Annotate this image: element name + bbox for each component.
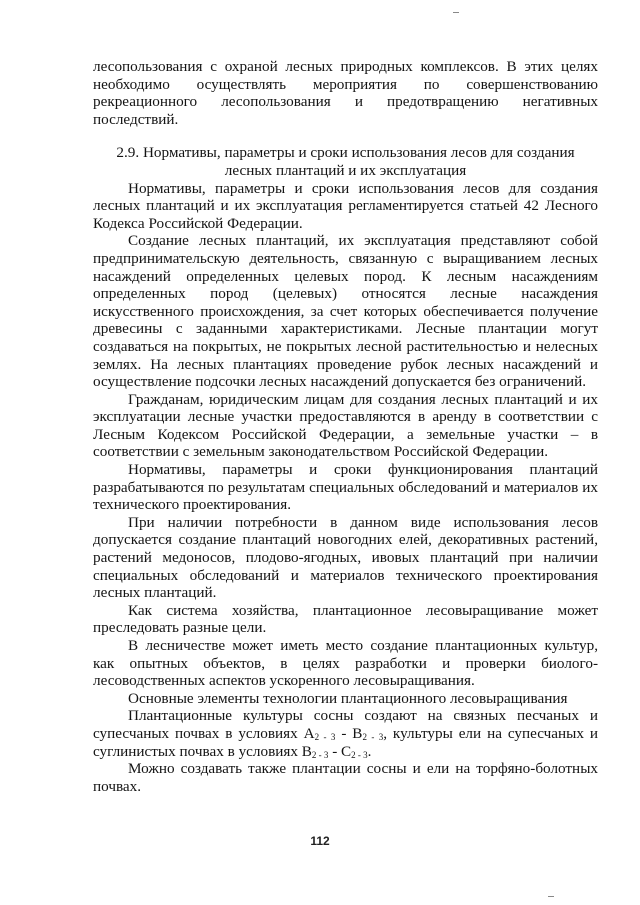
scan-speck	[453, 12, 459, 13]
pine-text-5: .	[367, 742, 372, 760]
page-body	[93, 58, 598, 795]
pine-text-2: - В	[335, 724, 363, 742]
paragraph: При наличии потребности в данном виде использования лесов допускается создание плантаций новогодних елей, декоративных растений, растений медоносов, плодово-ягодных, ивовых плантаций при наличии специальных обследований и материалов технического проектирования лесных плантаций.	[93, 513, 598, 602]
subscript: 2 - 3	[351, 749, 368, 760]
section-gap	[93, 128, 598, 144]
section-heading	[93, 144, 598, 179]
pine-text-4: - С	[328, 742, 352, 760]
paragraph: Гражданам, юридическим лицам для создания лесных плантаций и их эксплуатации лесные участки предоставляются в аренду в соответствии с Лесным Кодексом Российской Федерации, а земельные участки – в соответствии с земельным законодательством Российской Федерации.	[93, 390, 598, 461]
paragraph: В лесничестве может иметь место создание плантационных культур, как опытных объектов, в целях разработки и проверки биолого-лесоводственных аспектов ускоренного лесовыращивания.	[93, 637, 598, 690]
section-title-line2: лесных плантаций и их эксплуатация	[224, 161, 467, 179]
subheading-paragraph: Основные элементы технологии плантационного лесовыращивания	[128, 689, 568, 707]
subscript: 2 - 3	[314, 731, 336, 742]
pine-paragraph	[93, 707, 598, 760]
subscript: 2 - 3	[362, 731, 384, 742]
section-title-line1: Нормативы, параметры и сроки использования лесов для создания	[142, 144, 575, 162]
paragraph: Нормативы, параметры и сроки функционирования плантаций разрабатываются по результатам специальных обследований и материалов их технического проектирования.	[93, 461, 598, 514]
pine-text-1: Плантационные культуры сосны создают на связных песчаных и супесчаных почвах в условиях А	[93, 707, 598, 742]
scan-speck	[548, 896, 554, 897]
paragraph: Создание лесных плантаций, их эксплуатация представляют собой предпринимательскую деятельность, связанную с выращиванием лесных насаждений определенных целевых пород. К лесным насаждениям определенных пород (целевых) относятся лесные насаждения искусственного происхождения, за счет которых обеспечивается получение древесины с заданными характеристиками. Лесные плантации могут создаваться на покрытых, не покрытых лесной растительностью и нелесных землях. На лесных плантациях проведение рубок лесных насаждений и осуществление подсочки лесных насаждений допускается без ограничений.	[93, 232, 598, 391]
page-number: 112	[310, 834, 330, 848]
paragraph: Как система хозяйства, плантационное лесовыращивание может преследовать разные цели.	[93, 601, 598, 637]
subscript: 2 - 3	[311, 749, 329, 760]
section-number: 2.9.	[116, 144, 140, 162]
paragraph: Нормативы, параметры и сроки использования лесов для создания лесных плантаций и их эксплуатация регламентируется статьей 42 Лесного Кодекса Российской Федерации.	[93, 179, 598, 232]
closing-paragraph: Можно создавать также плантации сосны и ели на торфяно-болотных почвах.	[93, 760, 598, 795]
pine-text-3: , культуры ели на супесчаных и суглинистых почвах в условиях В	[93, 724, 599, 760]
opening-paragraph: лесопользования с охраной лесных природных комплексов. В этих целях необходимо осуществлять мероприятия по совершенствованию рекреационного лесопользования и предотвращению негативных последствий.	[93, 58, 598, 128]
